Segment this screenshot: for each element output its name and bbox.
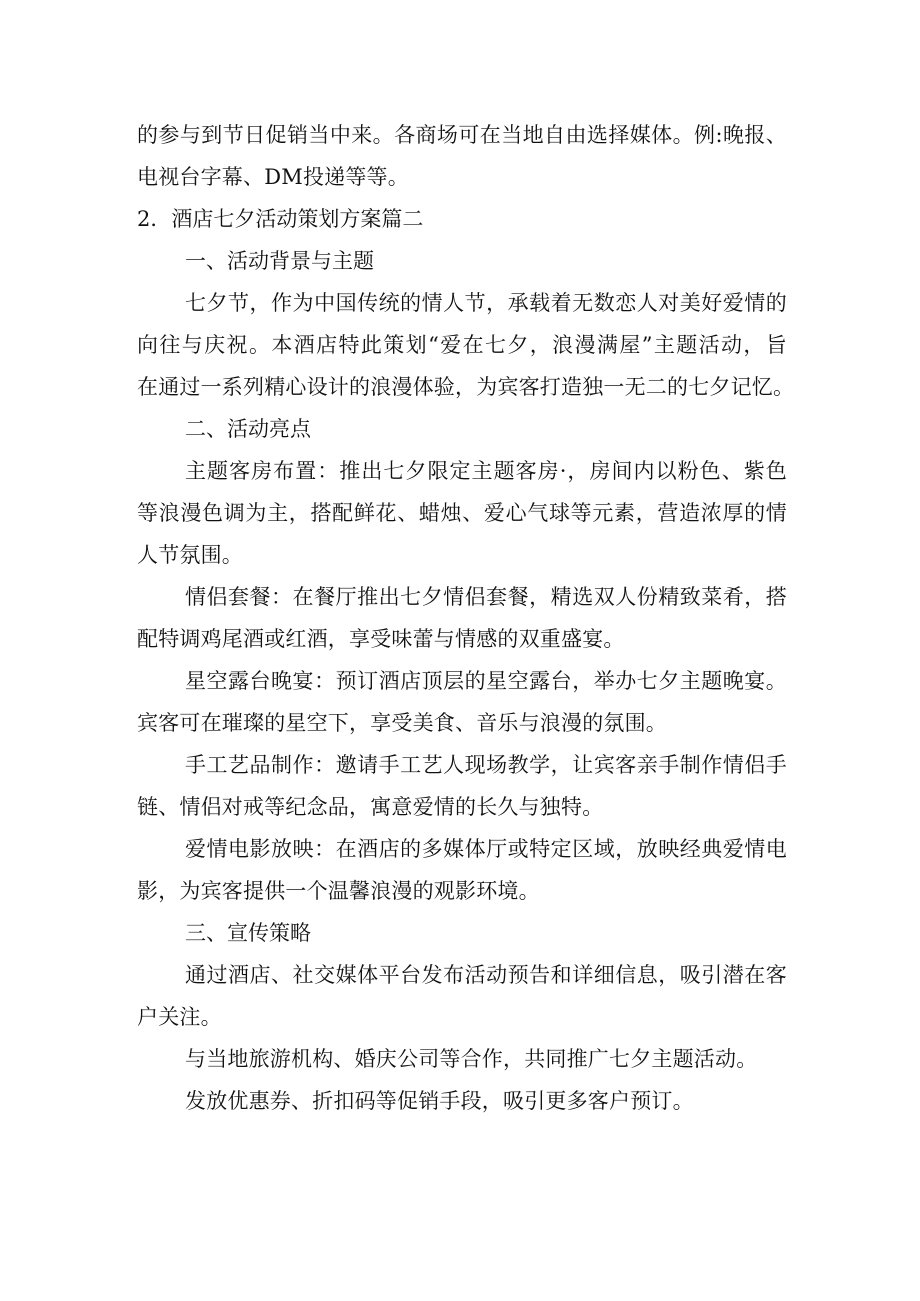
section-title: 2．酒店七夕活动策划方案篇二 [137,207,424,231]
text-line: 宾客可在璀璨的星空下，享受美食、音乐与浪漫的氛围。 [137,711,667,735]
text-line: 人节氛围。 [137,543,243,567]
paragraph-couple-package [137,576,787,660]
paragraph-theme-rooms [137,450,787,576]
paragraph-background [137,282,795,408]
text-line: 发放优惠券、折扣码等促销手段，吸引更多客户预订。 [185,1089,694,1113]
text-line: 户关注。 [137,1005,222,1029]
paragraph-handicraft [137,744,787,828]
text-line: 情侣套餐：在餐厅推出七夕情侣套餐，精选双人份精致菜肴，搭 [185,585,787,609]
text-line: 星空露台晚宴：预订酒店顶层的星空露台，举办七夕主题晚宴。 [185,669,787,693]
paragraph-continuation [137,114,787,198]
paragraph-movie-screening [137,828,787,912]
text-line: 主题客房布置：推出七夕限定主题客房·，房间内以粉色、紫色 [185,459,787,483]
paragraph-partnership [137,1038,787,1080]
text-line: 爱情电影放映：在酒店的多媒体厅或特定区域，放映经典爱情电 [185,837,787,861]
text-line: 配特调鸡尾酒或红酒，享受味蕾与情感的双重盛宴。 [137,627,625,651]
heading-background-theme: 一、活动背景与主题 [185,249,374,273]
text-line: 通过酒店、社交媒体平台发布活动预告和详细信息，吸引潜在客 [185,963,787,987]
heading-highlights: 二、活动亮点 [185,417,311,441]
text-line: 向往与庆祝。本酒店特此策划“爱在七夕，浪漫满屋”主题活动，旨 [137,333,787,357]
text-line: 手工艺品制作：邀请手工艺人现场教学，让宾客亲手制作情侣手 [185,753,787,777]
heading-promotion-strategy: 三、宣传策略 [185,921,311,945]
text-line: 影，为宾客提供一个温馨浪漫的观影环境。 [137,879,540,903]
text-line: 的参与到节日促销当中来。各商场可在当地自由选择媒体。例:晚报、 [137,123,787,147]
text-line: 在通过一系列精心设计的浪漫体验，为宾客打造独一无二的七夕记忆。 [137,375,795,399]
text-line: 链、情侣对戒等纪念品，寓意爱情的长久与独特。 [137,795,604,819]
paragraph-terrace-dinner [137,660,787,744]
document-body [137,114,795,1122]
paragraph-coupons [137,1080,787,1122]
text-line: 七夕节，作为中国传统的情人节，承载着无数恋人对美好爱情的 [185,291,787,315]
text-line: 电视台字幕、DM投递等等。 [137,165,409,189]
text-line: 与当地旅游机构、婚庆公司等合作，共同推广七夕主题活动。 [185,1047,758,1071]
paragraph-social-media [137,954,787,1038]
text-line: 等浪漫色调为主，搭配鲜花、蜡烛、爱心气球等元素，营造浓厚的情 [137,501,787,525]
